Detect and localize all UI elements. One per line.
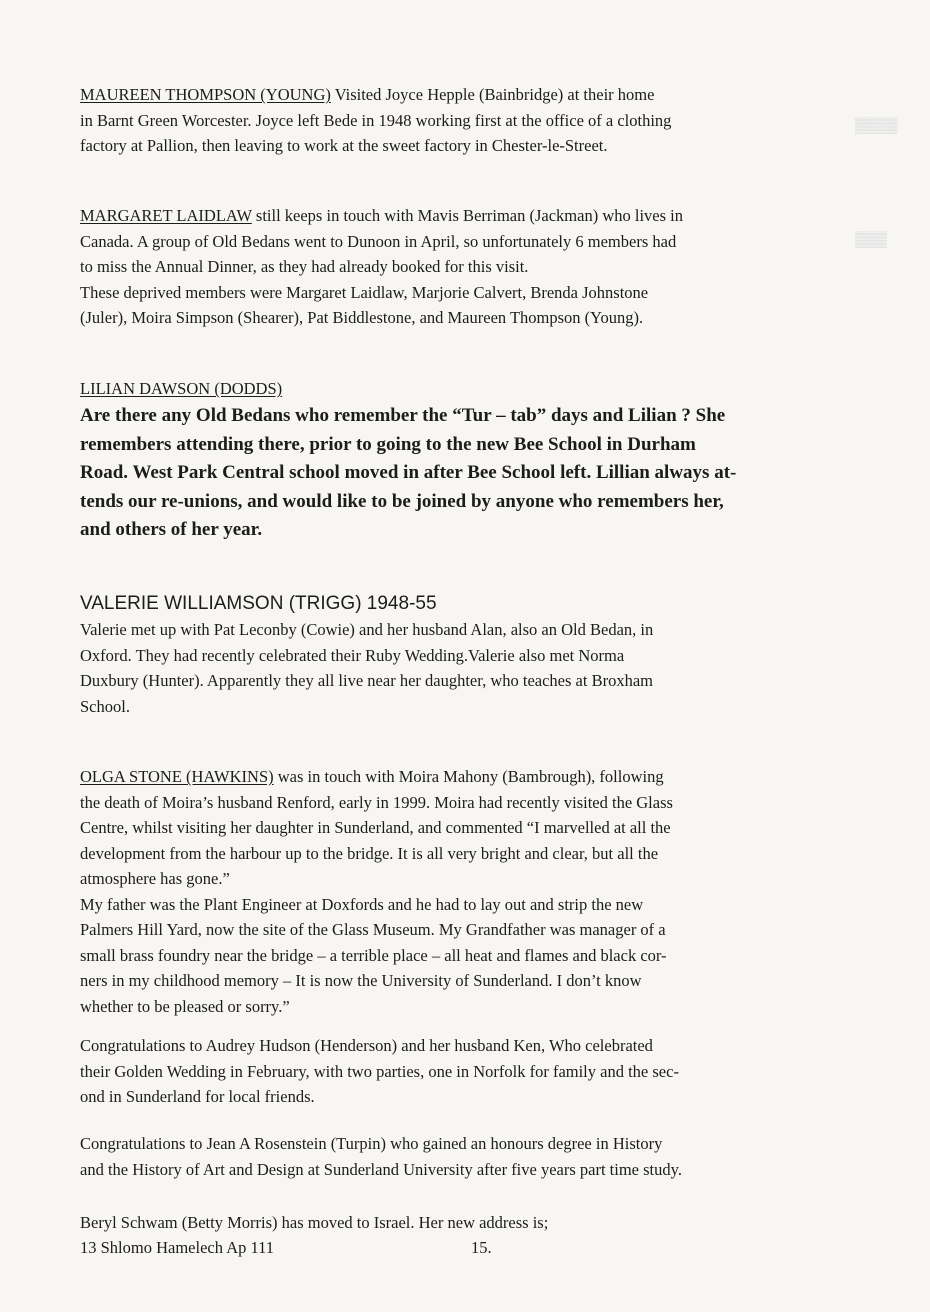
entry-text: the death of Moira’s husband Renford, early in 1999. Moira had recently visited the Glass	[80, 792, 673, 812]
entry-valerie-williamson	[80, 591, 850, 719]
entry-text: Valerie met up with Pat Leconby (Cowie) and her husband Alan, also an Old Bedan, in	[80, 620, 654, 639]
entry-text: and others of her year.	[80, 519, 263, 540]
note-text: ond in Sunderland for local friends.	[80, 1087, 315, 1106]
entry-text: atmosphere has gone.”	[80, 869, 230, 888]
entry-text: Visited Joyce Hepple (Bainbridge) at their home	[330, 85, 655, 104]
entry-heading: LILIAN DAWSON (DODDS)	[80, 379, 283, 398]
note-text: and the History of Art and Design at Sunderland University after five years part time study.	[80, 1159, 682, 1179]
note-text: their Golden Wedding in February, with two parties, one in Norfolk for family and the sec-	[80, 1061, 679, 1081]
entry-text: tends our re-unions, and would like to be joined by anyone who remembers her,	[80, 490, 724, 512]
entry-text: Palmers Hill Yard, now the site of the Glass Museum. My Grandfather was manager of a	[80, 920, 666, 939]
entry-text: in Barnt Green Worcester. Joyce left Bede in 1948 working first at the office of a clothing	[80, 110, 672, 130]
show-through-text: ▒▒▒	[855, 232, 887, 248]
note-jean-rosenstein	[80, 1131, 850, 1182]
entry-text: remembers attending there, prior to going to the new Bee School in Durham	[80, 433, 696, 455]
note-beryl-schwam	[80, 1210, 850, 1236]
note-text: Congratulations to Jean A Rosenstein (Turpin) who gained an honours degree in History	[80, 1134, 663, 1153]
entry-text: School.	[80, 696, 130, 716]
entry-heading: OLGA STONE (HAWKINS)	[80, 767, 274, 786]
entry-text: ners in my childhood memory – It is now the University of Sunderland. I don’t know	[80, 971, 642, 990]
entry-text: (Juler), Moira Simpson (Shearer), Pat Biddlestone, and Maureen Thompson (Young).	[80, 308, 644, 327]
entry-olga-stone	[80, 764, 850, 1019]
entry-lilian-dawson	[80, 378, 850, 545]
entry-text: Canada. A group of Old Bedans went to Dunoon in April, so unfortunately 6 members had	[80, 231, 677, 251]
entry-text: Oxford. They had recently celebrated their Ruby Wedding.Valerie also met Norma	[80, 645, 625, 665]
entry-text: whether to be pleased or sorry.”	[80, 996, 290, 1016]
note-text: Congratulations to Audrey Hudson (Henderson) and her husband Ken, Who celebrated	[80, 1036, 653, 1055]
address-row	[80, 1235, 850, 1260]
show-through-text: ▒▒▒▒	[855, 118, 898, 134]
entry-text: Centre, whilst visiting her daughter in Sunderland, and commented “I marvelled at all the	[80, 818, 671, 837]
entry-text: to miss the Annual Dinner, as they had already booked for this visit.	[80, 257, 529, 276]
entry-heading: VALERIE WILLIAMSON (TRIGG) 1948-55	[80, 593, 437, 614]
entry-body	[80, 402, 850, 545]
entry-heading: MARGARET LAIDLAW	[80, 206, 252, 225]
note-audrey-hudson	[80, 1033, 850, 1110]
entry-text: Road. West Park Central school moved in after Bee School left. Lillian always at-	[80, 462, 737, 483]
entry-heading: MAUREEN THOMPSON (YOUNG)	[80, 85, 331, 104]
page-number: 15.	[471, 1238, 492, 1257]
entry-text: small brass foundry near the bridge – a terrible place – all heat and flames and black cor-	[80, 945, 667, 965]
entry-text: development from the harbour up to the bridge. It is all very bright and clear, but all the	[80, 843, 659, 863]
entry-text: Are there any Old Bedans who remember the “Tur – tab” days and Lilian ? She	[80, 405, 726, 426]
entry-margaret-laidlaw	[80, 203, 850, 331]
entry-text: These deprived members were Margaret Laidlaw, Marjorie Calvert, Brenda Johnstone	[80, 282, 649, 302]
entry-text: My father was the Plant Engineer at Doxfords and he had to lay out and strip the new	[80, 894, 644, 914]
entry-text: factory at Pallion, then leaving to work at the sweet factory in Chester-le-Street.	[80, 136, 608, 155]
entry-text: Duxbury (Hunter). Apparently they all live near her daughter, who teaches at Broxham	[80, 671, 653, 690]
entry-text: still keeps in touch with Mavis Berriman (Jackman) who lives in	[251, 206, 683, 225]
entry-text: was in touch with Moira Mahony (Bambrough), following	[273, 767, 664, 786]
address-text: 13 Shlomo Hamelech Ap 111	[80, 1238, 275, 1257]
note-text: Beryl Schwam (Betty Morris) has moved to Israel. Her new address is;	[80, 1213, 549, 1232]
entry-maureen-thompson	[80, 82, 850, 159]
